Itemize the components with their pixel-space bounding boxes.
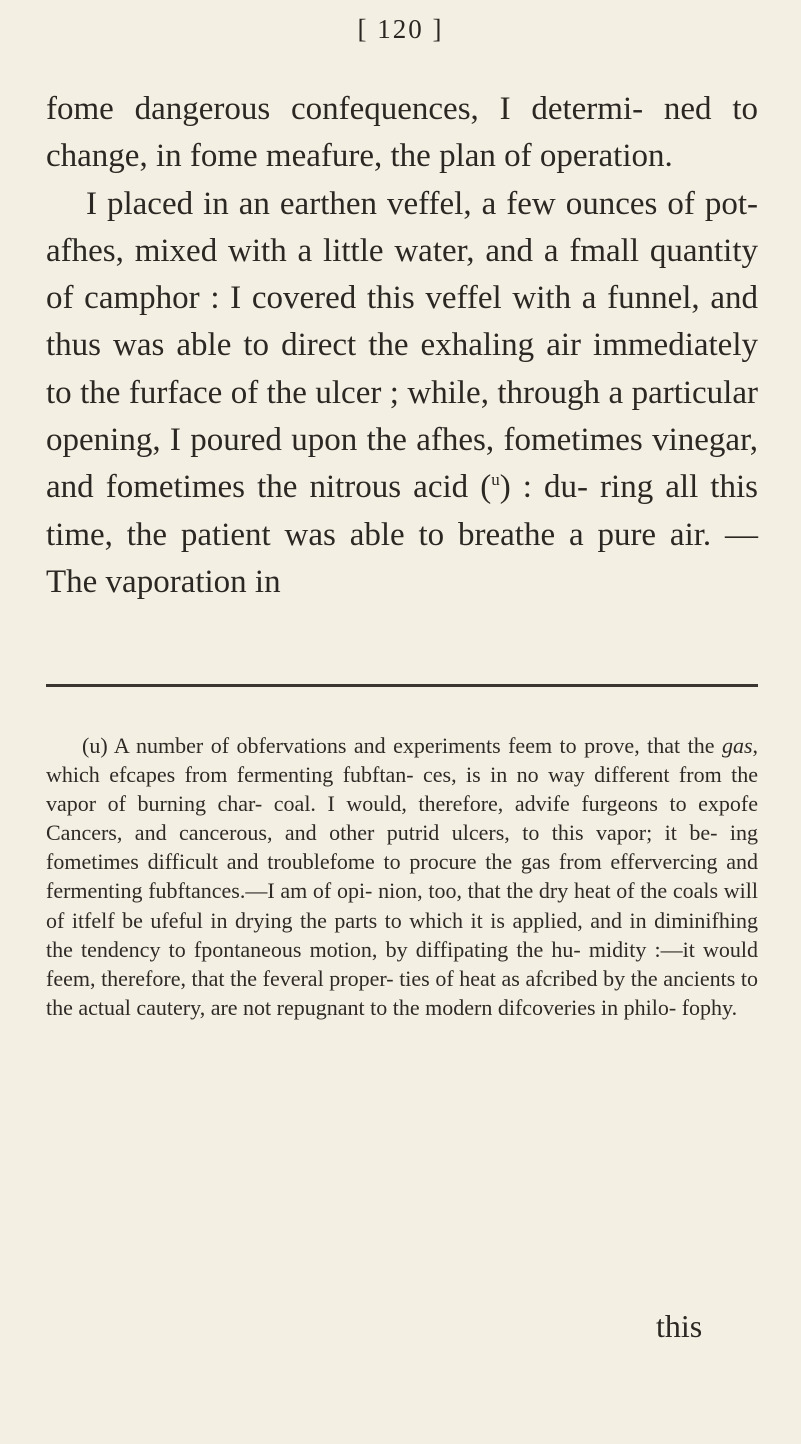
- footnote-paragraph: [46, 731, 758, 1022]
- paragraph-2: [46, 181, 758, 607]
- paragraph-2-text-a: I placed in an earthen veffel, a few ounces of pot-afhes, mixed with a little water, and a fmall quantity of camphor : I covered this veffel with a funnel, and thus was able to direct the exhaling air immediately to the furface of the ulcer ; while, through a particular opening, I poured upon the afhes, fometimes vinegar, and fometimes the nitrous acid (: [46, 185, 758, 506]
- catchword: this: [656, 1308, 703, 1344]
- footnote-text-b: , which efcapes from fermenting fubftan- ces, is in no way different from the vapor of burning char- coal. I would, therefore, advife furgeons to expofe Cancers, and cancerous, and other putrid ulcers, to this vapor; it be- ing fometimes difficult and troublefome to procure the gas from effervercing and fermenting fubftances.—I am of opi- nion, too, that the dry heat of the coals will of itfelf be ufeful in drying the parts to which it is applied, and in diminifhing the tendency to fpontaneous motion, by diffipating the hu- midity :—it would feem, therefore, that the feveral proper- ties of heat as afcribed by the ancients to the actual cautery, are not repugnant to the modern difcoveries in philo- fophy.: [46, 733, 759, 1020]
- paragraph-1: fome dangerous confequences, I determi- ned to change, in fome meafure, the plan of operation.: [46, 91, 758, 175]
- paragraph-2-text-b: ) : du- ring all this time, the patient was able to breathe a pure air. — The vaporation in: [46, 469, 758, 600]
- footnote-text-a: (u) A number of obfervations and experiments feem to prove, that the: [82, 733, 715, 758]
- main-text: [46, 86, 758, 606]
- footnote-divider: [46, 684, 758, 687]
- footnote-reference: u: [491, 470, 500, 490]
- page-number: [ 120 ]: [357, 14, 444, 44]
- footnote-gas-italic: gas: [721, 733, 753, 758]
- footnote: [46, 731, 758, 1022]
